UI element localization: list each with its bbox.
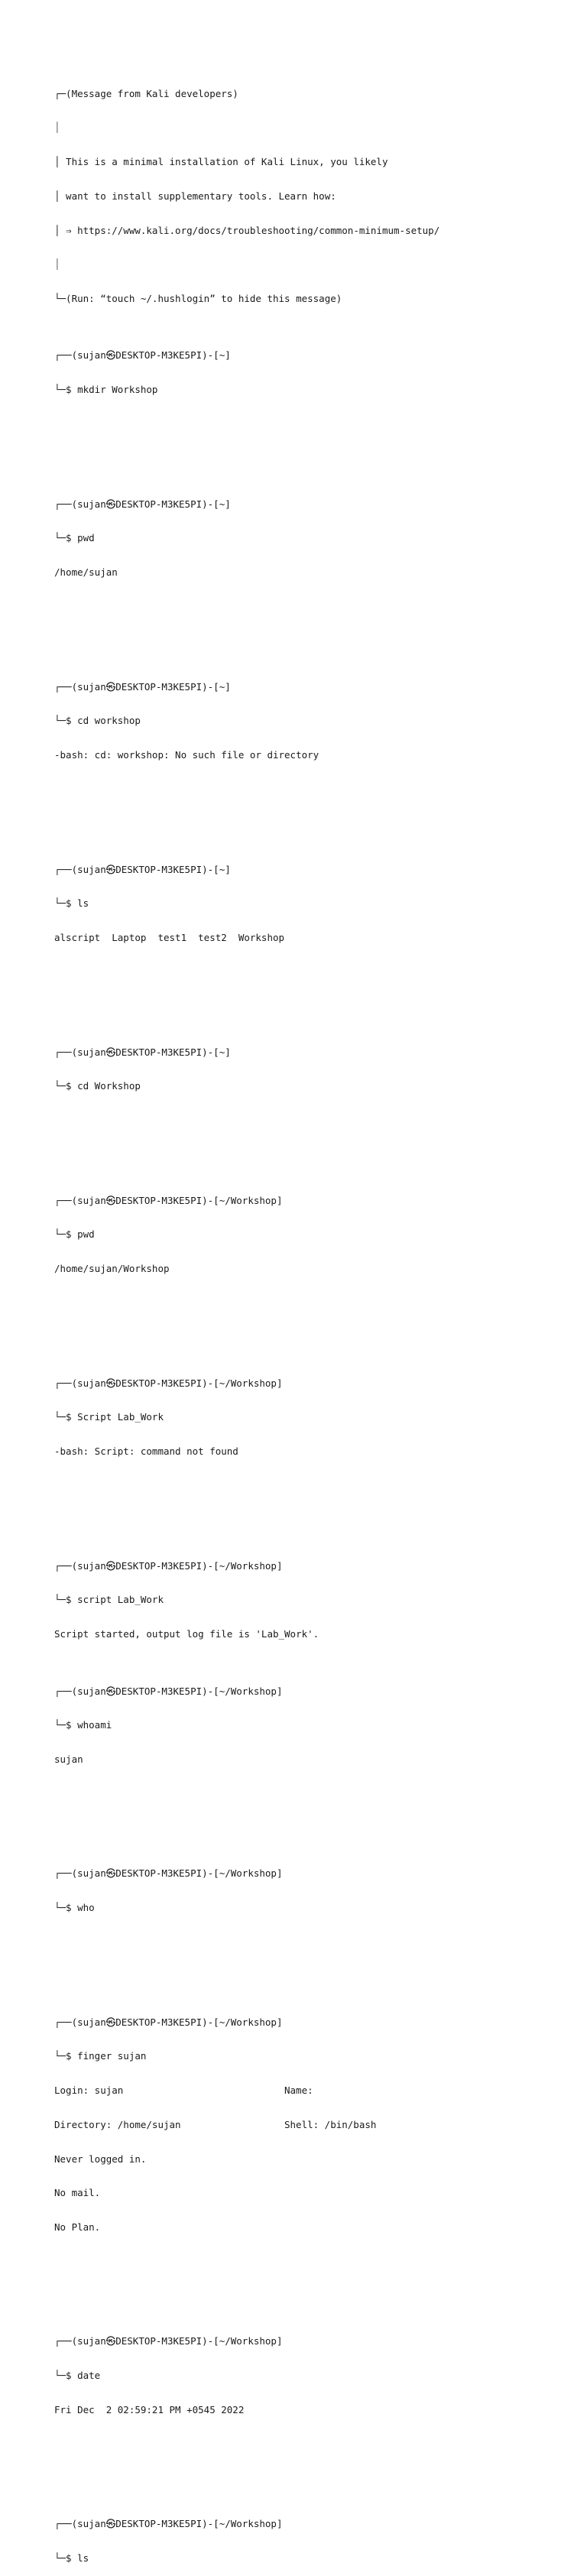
shell-prompt: ┌──(sujan㉿DESKTOP-M3KE5PI)-[~] — [54, 680, 231, 693]
shell-prompt: ┌──(sujan㉿DESKTOP-M3KE5PI)-[~] — [54, 498, 231, 510]
terminal-output — [54, 54, 582, 2576]
finger-row — [54, 2085, 582, 2097]
finger-shell: Shell: /bin/bash — [284, 2118, 377, 2130]
shell-command: └─$ date — [54, 2370, 101, 2382]
motd-link: │ ⇒ https://www.kali.org/docs/troubleshooting/common-minimum-setup/ — [54, 224, 440, 236]
shell-command: └─$ mkdir Workshop — [54, 384, 158, 396]
shell-command: └─$ finger sujan — [54, 2050, 147, 2062]
shell-prompt: ┌──(sujan㉿DESKTOP-M3KE5PI)-[~/Workshop] — [54, 1377, 283, 1389]
shell-command: └─$ ls — [54, 2552, 89, 2565]
shell-prompt: ┌──(sujan㉿DESKTOP-M3KE5PI)-[~] — [54, 1046, 231, 1058]
command-output: -bash: cd: workshop: No such file or directory — [54, 749, 319, 761]
shell-prompt: ┌──(sujan㉿DESKTOP-M3KE5PI)-[~] — [54, 863, 231, 875]
motd-text: │ want to install supplementary tools. Learn how: — [54, 190, 336, 202]
motd-bar: │ — [54, 122, 60, 134]
command-output: /home/sujan/Workshop — [54, 1263, 170, 1275]
command-output: Fri Dec 2 02:59:21 PM +0545 2022 — [54, 2403, 245, 2415]
shell-prompt: ┌──(sujan㉿DESKTOP-M3KE5PI)-[~/Workshop] — [54, 2016, 283, 2028]
command-output: Script started, output log file is 'Lab_Work'. — [54, 1628, 319, 1640]
shell-prompt: ┌──(sujan㉿DESKTOP-M3KE5PI)-[~] — [54, 349, 231, 362]
finger-row — [54, 2120, 582, 2131]
shell-command: └─$ cd workshop — [54, 715, 141, 727]
finger-name: Name: — [284, 2084, 313, 2097]
command-output: alscript Laptop test1 test2 Workshop — [54, 931, 285, 943]
motd-header: ┌─(Message from Kali developers) — [54, 87, 238, 99]
shell-command: └─$ cd Workshop — [54, 1080, 141, 1092]
shell-command: └─$ whoami — [54, 1719, 112, 1731]
shell-prompt: ┌──(sujan㉿DESKTOP-M3KE5PI)-[~/Workshop] — [54, 1685, 283, 1697]
shell-prompt: ┌──(sujan㉿DESKTOP-M3KE5PI)-[~/Workshop] — [54, 1559, 283, 1572]
shell-command: └─$ pwd — [54, 1228, 95, 1241]
shell-prompt: ┌──(sujan㉿DESKTOP-M3KE5PI)-[~/Workshop] — [54, 1194, 283, 1206]
finger-mail: No mail. — [54, 2187, 101, 2199]
motd-footer: └─(Run: “touch ~/.hushlogin” to hide this message) — [54, 292, 342, 304]
command-output: -bash: Script: command not found — [54, 1445, 238, 1458]
command-output: sujan — [54, 1753, 83, 1765]
finger-plan: No Plan. — [54, 2221, 101, 2233]
shell-command: └─$ script Lab_Work — [54, 1594, 164, 1606]
shell-command: └─$ who — [54, 1902, 95, 1914]
shell-prompt: ┌──(sujan㉿DESKTOP-M3KE5PI)-[~/Workshop] — [54, 2518, 283, 2530]
finger-logged: Never logged in. — [54, 2153, 147, 2165]
finger-directory: Directory: /home/sujan — [54, 2118, 181, 2130]
motd-bar: │ — [54, 258, 60, 271]
shell-prompt: ┌──(sujan㉿DESKTOP-M3KE5PI)-[~/Workshop] — [54, 1867, 283, 1880]
shell-command: └─$ ls — [54, 897, 89, 910]
finger-login: Login: sujan — [54, 2084, 124, 2097]
motd-text: │ This is a minimal installation of Kali Linux, you likely — [54, 156, 388, 168]
shell-prompt: ┌──(sujan㉿DESKTOP-M3KE5PI)-[~/Workshop] — [54, 2335, 283, 2347]
shell-command: └─$ Script Lab_Work — [54, 1411, 164, 1423]
shell-command: └─$ pwd — [54, 532, 95, 544]
command-output: /home/sujan — [54, 566, 118, 579]
